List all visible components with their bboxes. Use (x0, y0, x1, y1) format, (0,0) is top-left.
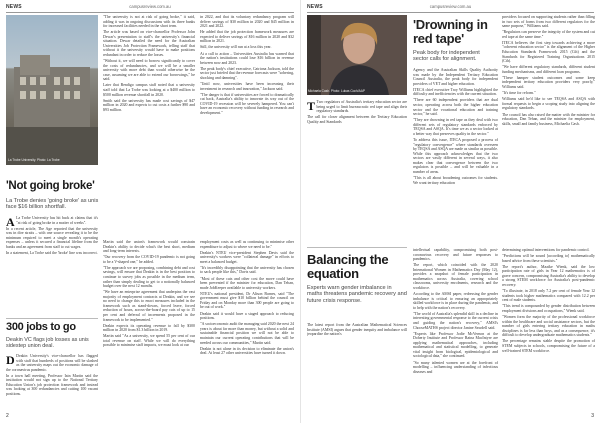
header-rule (6, 12, 294, 13)
header-rule (307, 12, 594, 13)
section-label: NEWS (307, 4, 323, 10)
story3-col3-p6: "It's time for reform." (502, 91, 536, 96)
story1-col2-p2: The article was based on vice-chancellor Professor John Dewar's presentation to staff's the university's financial situation. Dewar detailed the need for the Australian Universities Job Protection Framework, telling staff that without it the university would have to make positions redundant in order to reduce the losses. (103, 30, 195, 57)
dropcap: D (6, 354, 15, 367)
story3-col3-p4: "We have different regulatory standards, different student funding mechanisms, and different loan programs. (502, 65, 595, 74)
story4-col3-p6: "Women form the majority of the professional workforce within the healthcare and social assistance sectors, but the number of girls entering tertiary education in maths disciplines is far less than boys, and as a consequence, it's difficult to develop undergraduate mathematics students." (502, 315, 595, 338)
story2-col1-p1: D Deakin University's vice-chancellor has flagged with staff that hundreds of positions will be slashed as the university maps out the economic damage of the coronavirus pandemic. (6, 354, 98, 372)
story4-col1-p1: The latest report from the Australian Mathematical Sciences Institute (AMSI) argues that gender inequity and imbalance will jeopardise the nation's (307, 323, 407, 337)
story1-col1-p1: A La Trobe University has hit back at claims that it's "at risk of going broke in a matter of weeks". (6, 216, 98, 229)
story4-col2-p5: "Experts like Professor Jodie McVernon at the Doherty Institute and Professor Raina MacIntyre are applying mathematical approaches, including mathematical and statistical modelling, to generate vital insight from biological, epidemiological and sociological data," she continued. (413, 331, 498, 359)
story3-col2-p3: "There are 60 independent providers that are dual sector, operating across both the higher education sector and the vocational education and training sector," he said. (413, 98, 498, 117)
story4-col3-p7: The percentage remains stable despite the promotion of STEM subjects in schools, compromising the future of a well-trained STEM workforce. (502, 339, 595, 353)
story3-col1-p1: T Two regulators of Australia's tertiary education sector are being urged to limit bureaucratic red tape and align their regulatory standards. (307, 100, 407, 114)
story3-col3-p8: The council has also raised the matter with the minister for education, Dan Tehan, and the minister for employment, skills, small and family business, Michaelia Cash. (502, 112, 595, 126)
story1-col2 (103, 15, 195, 235)
story3-col2-p2: ITECA chief executive Troy Williams highlighted the difficulty and inefficiencies with the current situation. (413, 87, 498, 97)
story3-col3-p7: Williams said he'd like to see TEQSA and ASQA with formal requests to begin a scoping study into aligning the regulatory standards. (502, 97, 595, 111)
la-trobe-photo (6, 15, 98, 165)
la-trobe-caption: La Trobe University. Photo: La Trobe (8, 158, 60, 162)
dropcap: T (307, 100, 316, 113)
story3-col3 (502, 15, 595, 243)
story3-col3-p5: "These hamper student outcomes and some keep independent tertiary education providers very poorly," Williams said. (502, 75, 595, 90)
story2-col3-p3: "It's incredibly disappointing that the university has chosen to sack people like this," Davis said. (200, 265, 294, 275)
story2-col2-p1: Martin said the union's framework would constrain Deakin's ability to decide what's the best short, medium and long-term interests. (103, 240, 195, 254)
story1-col3-p3: Still, the university will run at a loss this year. (200, 45, 272, 50)
story4-col2-p3: According to the AMSI paper, redressing the gender imbalance is critical to ensuring an appropriately skilled workforce is in place during the pandemic, and to help with the nation's recovery. (413, 292, 498, 310)
story2-col2-p4: "We have an enterprise agreement that underpins the vast majority of employment contracts at Deakin, and we see no need to change this to enact measures included in the framework such as stand-downs, forced leave, forced reduction of hours, across-the-board pay cuts of up to 15 per cent and deferral of increments proposed in the framework to be implemented." (103, 290, 195, 322)
story1-col1-p3: In a statement, La Trobe said the 'broke' line was incorrect. (6, 251, 98, 256)
story2-col3 (200, 240, 294, 412)
story1-col3-p7: "The danger is that if universities are forced to dramatically cut back, Australia's ability to innovate its way out of the COVID-19 recession will be severely hampered. You can't have an economic recovery without funding in research and development." (200, 92, 294, 115)
story1-col3 (200, 15, 294, 235)
story4-col2-p6: "So many talented women are at the forefront of modelling – influencing understanding of infectious diseases and (413, 360, 498, 374)
story4-col3-p4: "To illustrate, in 2018 only 7.2 per cent of female Year 12 students took higher mathematics compared with 12.2 per cent of male students. (502, 289, 595, 303)
story2-col3-p6: Deakin said it would have a staged approach to reducing positions. (200, 311, 294, 321)
story4-col2-p4: "The world of Australia's splendid skill in a decline in interesting governmental response to the current crisis and guiding the nation's recovery," AMSI's ChooseMATHS project director Janine Sawdell said. (413, 311, 498, 330)
story3-col3-p3: ITECA believes the first step towards achieving a more "coherent education sector" is the alignment of the Higher Education Standards Framework 2015 (Cth) and the Standards for Registered Training Organisations 2015 (Cth). (502, 40, 595, 64)
story2-col1-p2: In a town hall meeting, Professor Iain Martin said the institution would not sign up to the National Tertiary Education Union's job protection framework and instead was looking at 300 redundancies and cutting 100 vacant positions. (6, 373, 98, 396)
story4-col2-p2: The report, which coincided with the 2020 International Women in Mathematics Day (May 12), provides a snapshot of female participation in mathematics across Australia, covering school classrooms, university enrolments, research and the workforce. (413, 263, 498, 290)
headline-balancing-equation: Balancing the equation (307, 252, 389, 281)
story4-col3-p2: "Predictions will be sound [according to] mathematically based advice from these scientists." (502, 254, 595, 263)
headline-300-jobs: 300 jobs to go (6, 321, 76, 333)
site-url: campusreview.com.au (129, 4, 171, 9)
story4-col3 (502, 248, 595, 412)
story1-col1 (6, 216, 98, 316)
standfirst-not-going-broke: La Trobe denies 'going broke' as unis face $16 billion shortfall. (6, 198, 99, 211)
story3-col2 (413, 68, 498, 243)
headline-drowning-red-tape: 'Drowning in red tape' (413, 17, 488, 46)
story2-col2-p3: "The approach we are proposing, combining debt and cost savings, will ensure that Deakin is in the best position to continue to survey jobs as possible in the medium term, rather than simply dealing to get to a notionally balanced budget over the next 12 months. (103, 265, 195, 289)
story3-col3-p1: providers focused on supporting students rather than filling in two sets of forms from two different regulators for the same purpose," Williams said. (502, 15, 595, 29)
story1-col3-p1: in 2022, and that its voluntary redundancy program will deliver savings of $30 million in 2020 and $45 million in 2021 and 2022. (200, 15, 294, 29)
standfirst-balancing-equation: Experts warn gender imbalance in maths threatens pandemic recovery and future crisis response. (307, 285, 407, 304)
site-url: campusreview.com.au (429, 4, 472, 9)
story2-col3-p1: employment costs as well as continuing to minimise other expenditure to adjust to where we need to be." (200, 240, 294, 249)
building-illustration (6, 15, 98, 165)
story2-col2 (103, 240, 195, 412)
story1-col2-p3: "Without it, we will need to borrow significantly to cover the costs of redundancies, and we will be a smaller university with more debt than would otherwise be the case, assuming we are able to extend our borrowings," he said. (103, 59, 195, 82)
standfirst-300-jobs: Deakin VC flags job losses as unis sidestep union deal. (6, 337, 89, 350)
story3-col1-text (307, 100, 407, 126)
story2-col3-p4: "Most of these cuts and other cost the move could have been prevented if the minister for education, Dan Tehan, made JobKeeper available to university workers. (200, 276, 294, 290)
story4-col3-p1: determining optimal interventions for pandemic control. (502, 248, 590, 252)
story2-col3-p5: NTEU's national president, Dr Alison Barnes, said "The government must give $10 billion behind the council on Friday and on Monday more than 300 people are going to be out of work." (200, 291, 294, 310)
section-label: NEWS (6, 4, 22, 10)
story4-col2-p1: intellectual capability, compromising both post-coronavirus recovery and future responses to pandemics. (413, 248, 498, 262)
page-number-left: 2 (6, 413, 9, 419)
right-page-header (307, 4, 594, 12)
dropcap: A (6, 216, 15, 229)
story1-col3-p4: At a call to action – Universities Australia has warned that the nation's institutions could lose $16 billion in revenue between now and 2023. (200, 51, 294, 65)
headline-not-going-broke: 'Not going broke' (6, 180, 95, 192)
michaela-cash-photo (307, 15, 407, 95)
story1-col2-p5: Smith said the university has made cost savings of $47 million in 2020 and expects to cut costs a further $90 and $93 million. (103, 98, 195, 112)
portrait-illustration (307, 15, 407, 95)
story2-col3-p7: "A socioeconomic audit the managing said 2020 the next 24 years is about far more than money, but without a solid and sustainable financial position we will not be able to maintain our current operating contributions that will be needed across our communities," Martin said. (200, 322, 294, 345)
story4-col2 (413, 248, 498, 412)
story1-col3-p5: The peak body's chief executive, Catriona Jackson, told the sector just briefed that the revenue forecasts were "sobering, shocking and damning". (200, 66, 294, 80)
story3-col2-p1: Agency and the Australian Skills Quality Authority was made by the Independent Tertiary Education Council Australia, the peak body for independent providers of VET and higher education. (413, 68, 498, 86)
standfirst-drowning-red-tape: Peak body for independent sector calls for alignment. (413, 50, 480, 63)
story1-col2-p4: Later that Bendigo campus staff noted that a university staff told that La Trobe was looking at a $400 million to $500 million revenue shortfall in 2020. (103, 83, 195, 97)
story2-col2-p5: Deakin expects its operating revenue to fall by $300 million in 2020 from $1.3 billion in 2019. (103, 323, 195, 333)
story1-col3-p6: "Until now, universities have been increasing their investment in research and innovation," Jackson said. (200, 82, 294, 91)
story2-col2-p2: "Our recovery from the COVID-19 pandemic is not going to be a V-shaped one," he added. (103, 255, 195, 264)
story1-col3-p2: He added that the job protection framework measures are expected to deliver savings of $16 million in 2020 and $32 million in 2021. (200, 30, 294, 44)
story1-col2-p1: "The university is not at risk of going broke," it said, adding it was in ongoing discussions with its three banks for increased facilities needed in the short term. (103, 15, 195, 29)
michaela-cash-caption: Michaela Cash. Photo: Lukas Coch/AAP (308, 89, 366, 93)
page-number-right: 3 (591, 413, 594, 419)
story3-col2-p4: "They are drowning in red tape as they deal with two different sets of regulatory standards enforced by TEQSA and ASQA. It's time we as a sector looked at a better way that preserves quality in the sector." (413, 118, 498, 136)
left-page-header (6, 4, 294, 12)
story4-col3-p3: The report's author, Maaike Wienk, said the low participation rate of girls in Year 12 mathematics is of grave concern, compromising Australia's ability to develop a strong STEM workforce for Australia's post-pandemic recovery. (502, 264, 595, 288)
story3-col3-p2: "Regulators can preserve the integrity of the system and cut red tape at the same time." (502, 30, 595, 39)
story4-col3-p5: "This trend is compounded by gender distribution between employment divisions and occupations," Wienk said. (502, 304, 595, 313)
story1-col1-p2: In a recent article, The Age reported that the university was in dire straits – with one source revealing it to be the minimum required to meet a single month's operating expenses – unless it secured a financial lifeline from the banks and an agreement from staff to cut wages. (6, 226, 98, 249)
story2-col3-p2: Deakin's NTEU vice-president Stephen Davis said the university's workers were "collateral damage" in efforts to meet a balanced budget. (200, 250, 294, 264)
story-divider (307, 247, 407, 248)
story3-col1-p2: The call for closer alignment between the Tertiary Education Quality and Standards (307, 115, 407, 124)
story-divider (6, 318, 98, 319)
story3-col2-p6: "This is all about broadening outcomes for students. We want tertiary education (413, 176, 498, 185)
story2-col2-p6: Martin said "As a university, we spend 55 per cent of our total revenue on staff. While we will do everything possible to minimise staff impacts, we must look at our (103, 334, 195, 348)
story2-col3-p8: Deakin is not alone in its decision to eliminate the union's deal. At least 27 other universities have turned it down. (200, 346, 294, 356)
story4-col1 (307, 323, 407, 343)
story3-col2-p5: To address this issue, ITECA proposed a process of "regulatory convergence" where standards overseen by TEQSA and ASQA are made as similar as possible. While this approach acknowledges that the two sectors are vastly different in several ways, it also makes clear that convergence between the two regulators is possible – and will be valuable in a number of areas. (413, 138, 498, 174)
story2-col1 (6, 354, 98, 412)
right-page (300, 0, 600, 423)
